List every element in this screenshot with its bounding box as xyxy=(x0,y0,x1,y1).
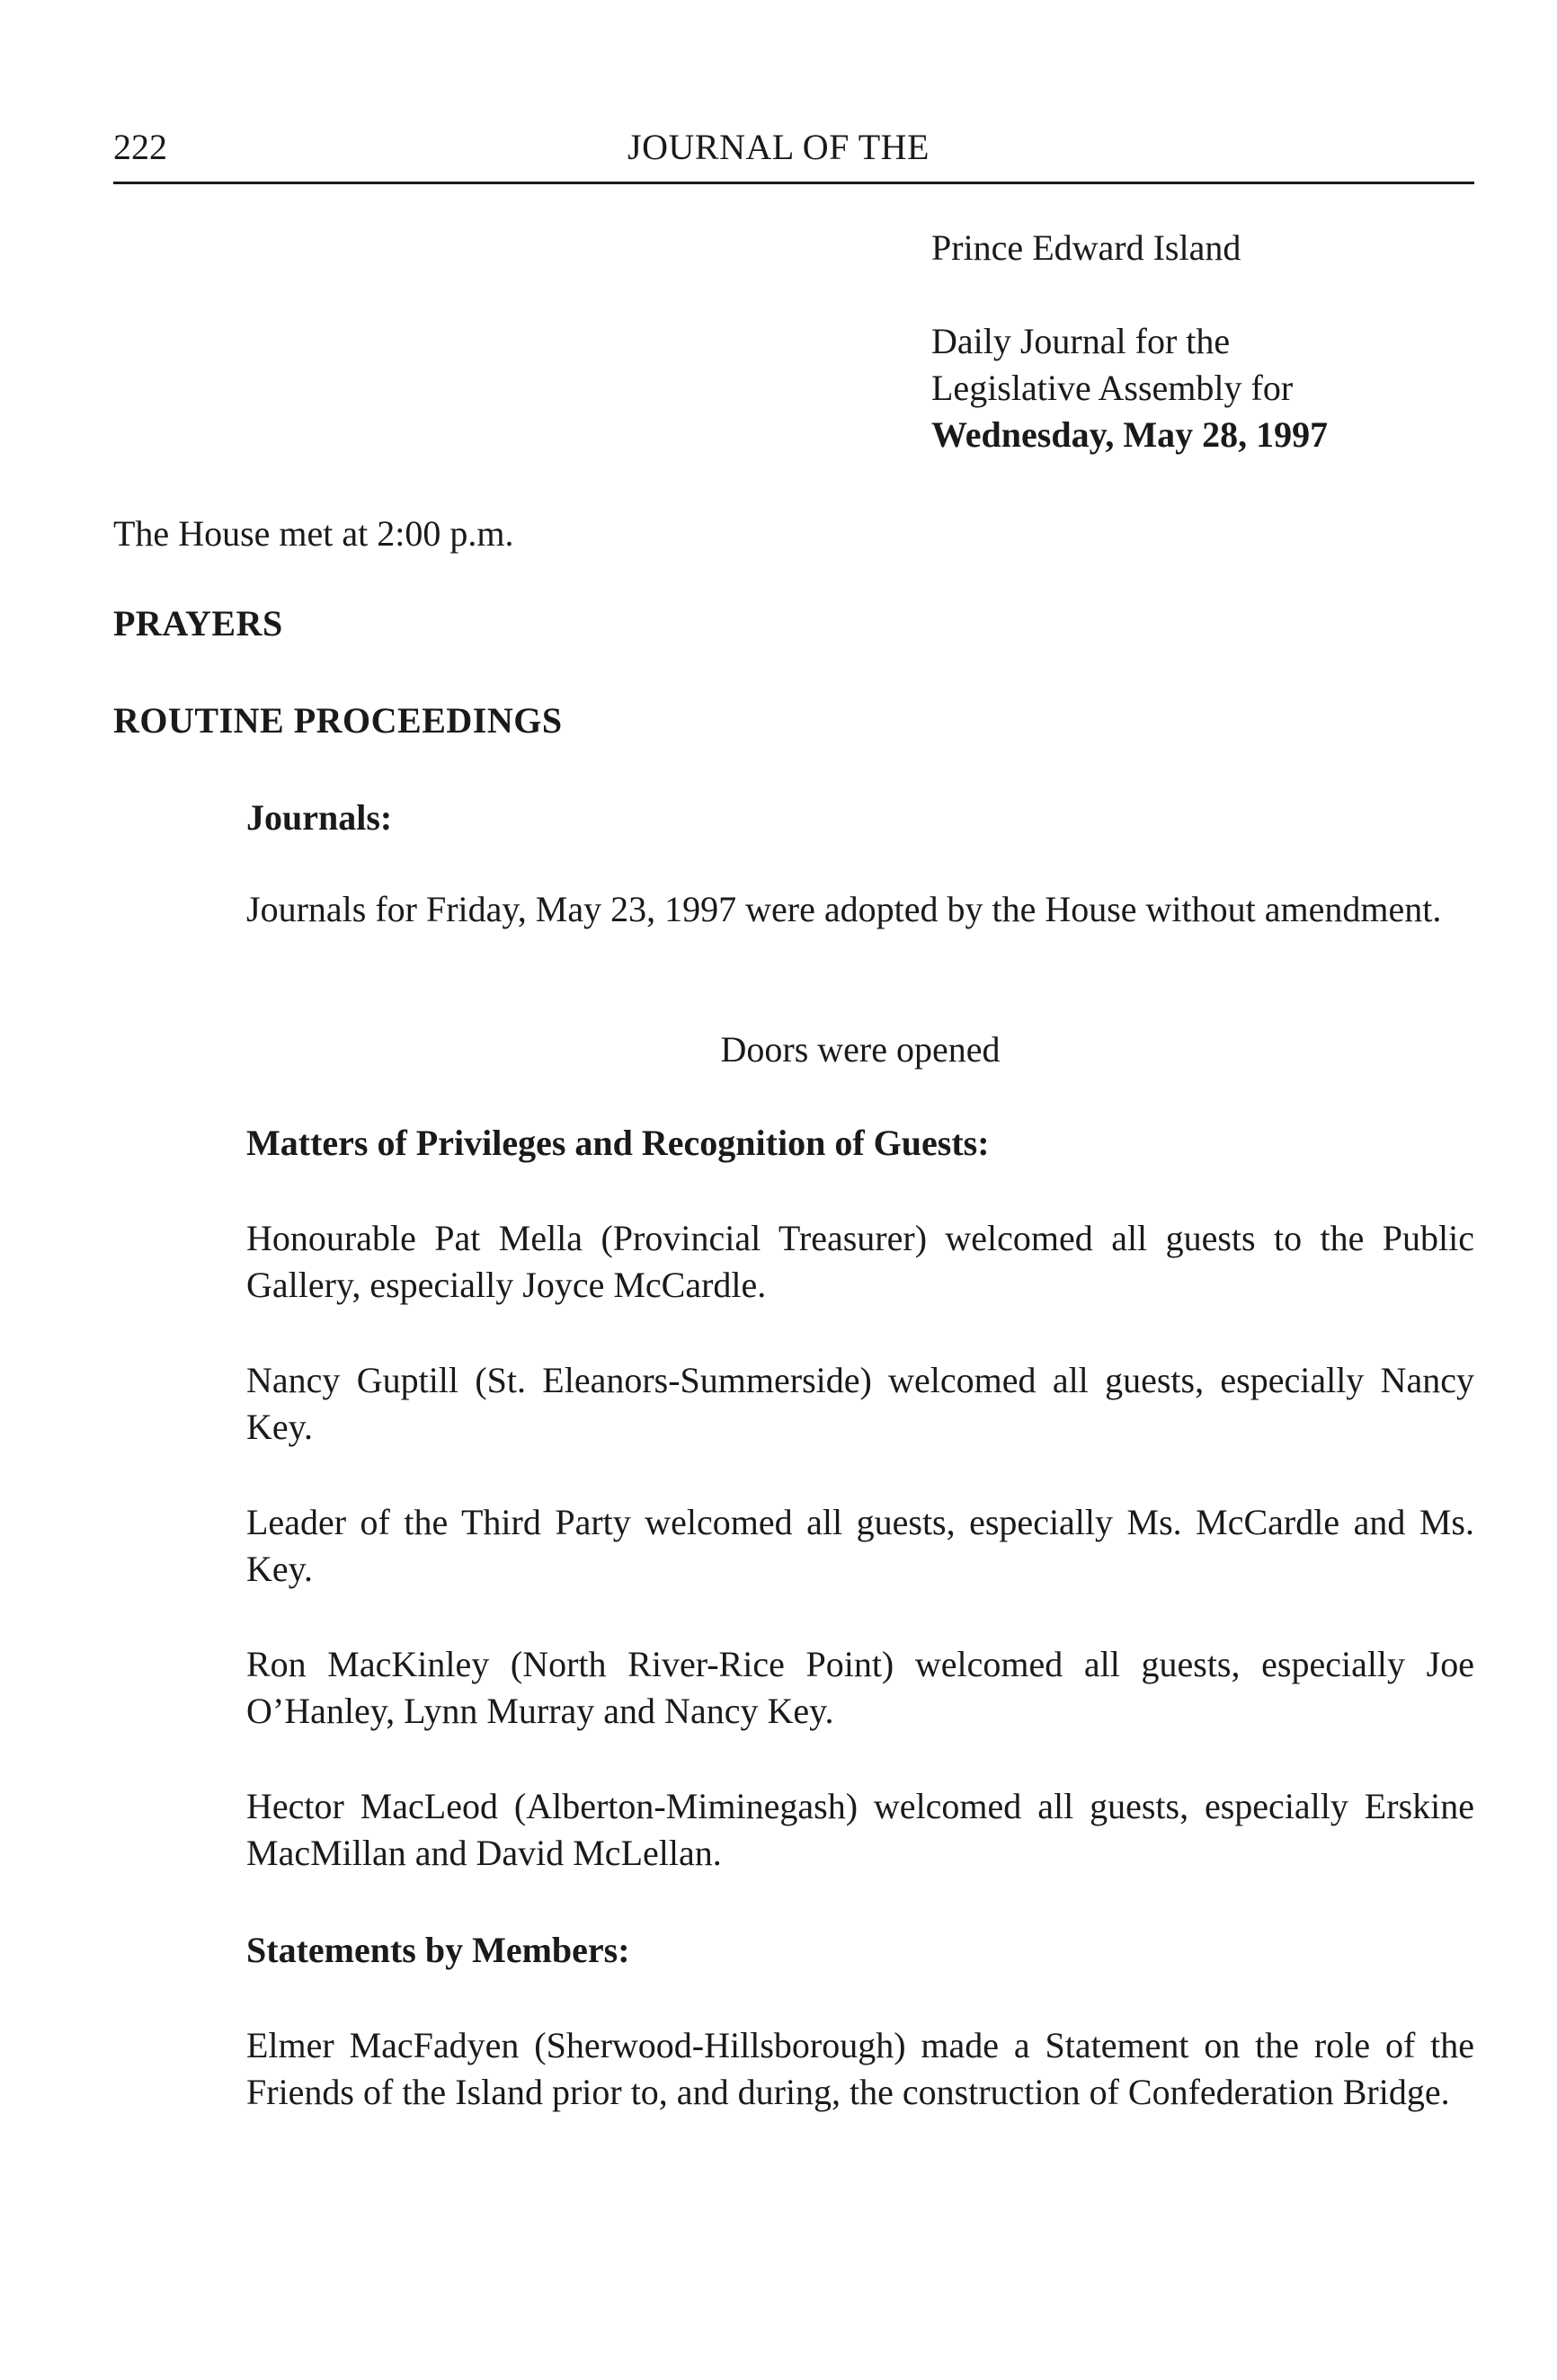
province-name: Prince Edward Island xyxy=(931,227,1241,268)
statement-paragraph: Elmer MacFadyen (Sherwood-Hillsborough) made a Statement on the role of the Friends of the Island prior to, and during, the construction of Confederation Bridge. xyxy=(246,2025,1474,2112)
guest-recognition-4: Ron MacKinley (North River-Rice Point) welcomed all guests, especially Joe O’Hanley, Lynn Murray and Nancy Key. xyxy=(246,1644,1474,1731)
guest-recognition-1: Honourable Pat Mella (Provincial Treasurer) welcomed all guests to the Public Gallery, especially Joyce McCardle. xyxy=(246,1218,1474,1305)
statements-heading: Statements by Members: xyxy=(246,1930,630,1970)
journal-date: Wednesday, May 28, 1997 xyxy=(931,414,1329,455)
guest-recognition-5: Hector MacLeod (Alberton-Miminegash) welcomed all guests, especially Erskine MacMillan and David McLellan. xyxy=(246,1786,1474,1873)
prayers-heading: PRAYERS xyxy=(113,603,283,644)
header-rule xyxy=(113,182,1474,184)
page-number: 222 xyxy=(113,127,167,167)
journals-paragraph: Journals for Friday, May 23, 1997 were adopted by the House without amendment. xyxy=(246,889,1442,929)
doors-opened-note: Doors were opened xyxy=(720,1029,1001,1070)
running-head: JOURNAL OF THE xyxy=(627,127,930,167)
privileges-heading: Matters of Privileges and Recognition of Guests: xyxy=(246,1123,990,1163)
journals-heading: Journals: xyxy=(246,797,393,838)
guest-recognition-3: Leader of the Third Party welcomed all guests, especially Ms. McCardle and Ms. Key. xyxy=(246,1502,1474,1589)
journal-title-line-2: Legislative Assembly for xyxy=(931,368,1294,408)
guest-recognition-2: Nancy Guptill (St. Eleanors-Summerside) welcomed all guests, especially Nancy Key. xyxy=(246,1360,1474,1447)
routine-proceedings-heading: ROUTINE PROCEEDINGS xyxy=(113,700,563,741)
journal-title-line-1: Daily Journal for the xyxy=(931,321,1231,361)
house-met-statement: The House met at 2:00 p.m. xyxy=(113,513,514,554)
title-block xyxy=(931,225,1328,458)
